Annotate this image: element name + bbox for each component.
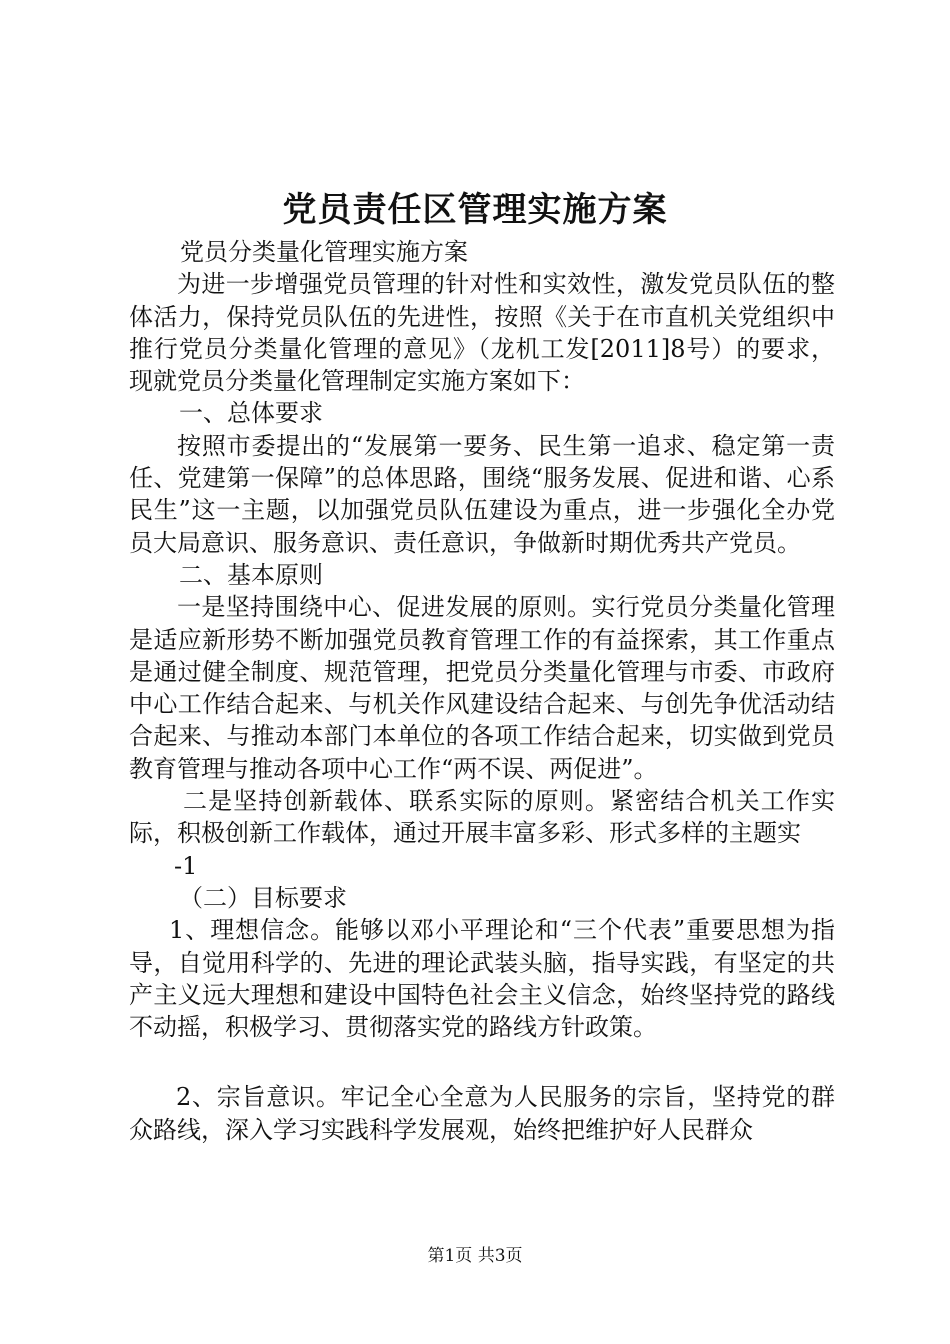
subtitle-paragraph: 党员分类量化管理实施方案: [180, 238, 468, 266]
section-heading-general: 一、总体要求: [179, 399, 323, 428]
section-heading-targets: （二）目标要求: [179, 883, 347, 912]
principle-two-paragraph: 二是坚持创新载体、联系实际的原则。紧密结合机关工作实际，积极创新工作载体，通过开展丰富多彩、形式多样的主题实: [129, 787, 835, 848]
target-ideals-paragraph: 1、理想信念。能够以邓小平理论和“三个代表”重要思想为指导，自觉用科学的、先进的理论武装头脑，指导实践，有坚定的共产主义远大理想和建设中国特色社会主义信念，始终坚持党的路线不动摇，积极学习、贯彻落实党的路线方针政策。: [129, 916, 835, 1042]
document-title: 党员责任区管理实施方案: [282, 190, 668, 230]
page-reference: -1: [174, 851, 198, 880]
principle-one-paragraph: 一是坚持围绕中心、促进发展的原则。实行党员分类量化管理是适应新形势不断加强党员教育管理工作的有益探索，其工作重点是通过健全制度、规范管理，把党员分类量化管理与市委、市政府中心工作结合起来、与机关作风建设结合起来、与创先争优活动结合起来、与推动本部门本单位的各项工作结合起来，切实做到党员教育管理与推动各项中心工作“两不误、两促进”。: [129, 593, 835, 783]
section-heading-principles: 二、基本原则: [179, 560, 323, 589]
general-requirements-paragraph: 按照市委提出的“发展第一要务、民生第一追求、稳定第一责任、党建第一保障”的总体思路，围绕“服务发展、促进和谐、心系民生”这一主题，以加强党员队伍建设为重点，进一步强化全办党员大局意识、服务意识、责任意识，争做新时期优秀共产党员。: [129, 431, 835, 557]
page-footer: 第1页 共3页: [427, 1246, 523, 1266]
target-purpose-paragraph: 2、宗旨意识。牢记全心全意为人民服务的宗旨，坚持党的群众路线，深入学习实践科学发展观，始终把维护好人民群众: [129, 1083, 835, 1144]
paragraph-gap: [129, 1043, 835, 1081]
document-body: [129, 236, 835, 1146]
intro-paragraph: 为进一步增强党员管理的针对性和实效性，激发党员队伍的整体活力，保持党员队伍的先进性，按照《关于在市直机关党组织中推行党员分类量化管理的意见》（龙机工发[2011]8号）的要求，现就党员分类量化管理制定实施方案如下：: [129, 270, 835, 396]
